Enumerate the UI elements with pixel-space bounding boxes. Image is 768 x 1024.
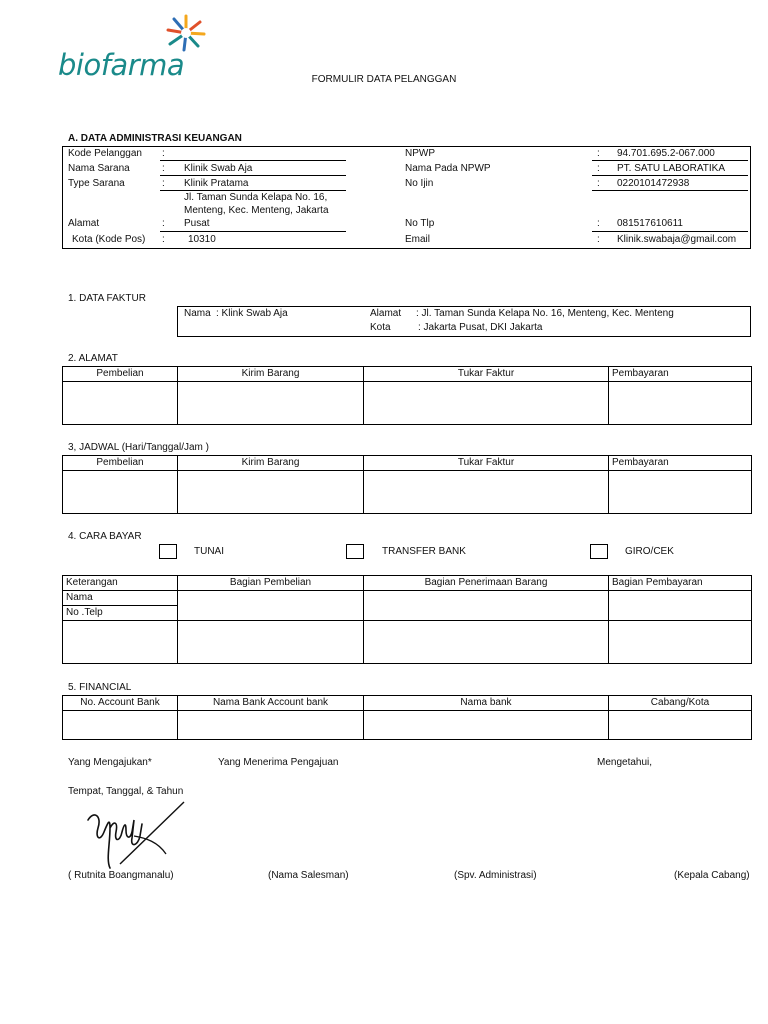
input-cell[interactable] [178, 471, 364, 514]
column-header: Keterangan [63, 576, 178, 591]
section-1-heading: 1. DATA FAKTUR [68, 293, 146, 304]
column-header: Tukar Faktur [364, 367, 609, 382]
nama-sarana-value: Klinik Swab Aja [184, 163, 253, 174]
alamat-line-3: Pusat [184, 218, 210, 229]
separator: : [597, 234, 600, 245]
faktur-alamat-label: Alamat [370, 308, 402, 319]
column-header: Pembayaran [609, 367, 752, 382]
tunai-checkbox[interactable] [159, 544, 177, 559]
transfer-bank-checkbox[interactable] [346, 544, 364, 559]
kota-value: 10310 [188, 234, 216, 245]
underline [592, 231, 748, 232]
email-value: Klinik.swabaja@gmail.com [617, 234, 737, 245]
handwritten-signature [80, 798, 190, 870]
nama-npwp-value: PT. SATU LABORATIKA [617, 163, 725, 174]
section-5-heading: 5. FINANCIAL [68, 682, 132, 693]
input-cell[interactable] [63, 621, 178, 664]
no-tlp-value: 081517610611 [617, 218, 683, 229]
underline [592, 160, 748, 161]
input-cell[interactable] [609, 382, 752, 425]
input-cell[interactable] [609, 711, 752, 740]
npwp-value: 94.701.695.2-067.000 [617, 148, 715, 159]
input-cell[interactable] [178, 382, 364, 425]
alamat-line-2: Menteng, Kec. Menteng, Jakarta [184, 205, 329, 216]
cara-bayar-table [62, 575, 752, 664]
financial-table [62, 695, 752, 740]
input-cell[interactable] [178, 711, 364, 740]
input-cell[interactable] [364, 711, 609, 740]
input-cell[interactable] [609, 621, 752, 664]
separator: : [597, 163, 600, 174]
signer-name-submitter: ( Rutnita Boangmanalu) [68, 870, 174, 881]
type-sarana-label: Type Sarana [68, 178, 125, 189]
row-label: Nama [63, 591, 178, 606]
receiver-label: Yang Menerima Pengajuan [218, 757, 339, 768]
table-header-row [63, 367, 752, 382]
npwp-label: NPWP [405, 148, 435, 159]
type-sarana-value: Klinik Pratama [184, 178, 249, 189]
underline [592, 175, 748, 176]
column-header: Bagian Pembelian [178, 576, 364, 591]
column-header: Kirim Barang [178, 456, 364, 471]
table-row [63, 621, 752, 664]
input-cell[interactable] [364, 382, 609, 425]
underline [160, 175, 346, 176]
column-header: Cabang/Kota [609, 696, 752, 711]
column-header: Pembelian [63, 456, 178, 471]
faktur-alamat-value: : Jl. Taman Sunda Kelapa No. 16, Menteng, Kec. Menteng [416, 308, 674, 319]
column-header: Tukar Faktur [364, 456, 609, 471]
input-cell[interactable] [364, 471, 609, 514]
table-row [63, 711, 752, 740]
section-3-heading: 3, JADWAL (Hari/Tanggal/Jam ) [68, 442, 209, 453]
faktur-nama-value: : Klink Swab Aja [216, 308, 288, 319]
jadwal-table [62, 455, 752, 514]
column-header: No. Account Bank [63, 696, 178, 711]
form-title: FORMULIR DATA PELANGGAN [311, 74, 457, 85]
row-label: No .Telp [63, 606, 178, 621]
signer-name-spv: (Spv. Administrasi) [454, 870, 537, 881]
underline [160, 231, 346, 232]
column-header: Bagian Penerimaan Barang [364, 576, 609, 591]
signer-name-salesman: (Nama Salesman) [268, 870, 349, 881]
acknowledged-label: Mengetahui, [597, 757, 653, 768]
section-2-heading: 2. ALAMAT [68, 353, 118, 364]
column-header: Pembelian [63, 367, 178, 382]
input-cell[interactable] [63, 382, 178, 425]
table-row [63, 471, 752, 514]
table-row [63, 591, 752, 606]
table-row [63, 382, 752, 425]
separator: : [597, 178, 600, 189]
input-cell[interactable] [63, 711, 178, 740]
faktur-kota-value: : Jakarta Pusat, DKI Jakarta [418, 322, 543, 333]
giro-cek-label: GIRO/CEK [625, 546, 674, 557]
separator: : [162, 234, 165, 245]
separator: : [162, 163, 165, 174]
separator: : [162, 148, 165, 159]
input-cell[interactable] [178, 621, 364, 664]
transfer-bank-label: TRANSFER BANK [382, 546, 466, 557]
column-header: Kirim Barang [178, 367, 364, 382]
kota-label: Kota (Kode Pos) [72, 234, 146, 245]
underline [592, 190, 748, 191]
email-label: Email [405, 234, 431, 245]
alamat-table [62, 366, 752, 425]
biofarma-logo [58, 12, 208, 82]
no-ijin-label: No Ijin [405, 178, 434, 189]
faktur-kota-label: Kota [370, 322, 391, 333]
input-cell[interactable] [609, 471, 752, 514]
section-4-heading: 4. CARA BAYAR [68, 531, 142, 542]
table-header-row [63, 576, 752, 591]
alamat-line-1: Jl. Taman Sunda Kelapa No. 16, [184, 192, 328, 203]
separator: : [597, 148, 600, 159]
signer-name-kepala-cabang: (Kepala Cabang) [674, 870, 750, 881]
separator: : [162, 218, 165, 229]
input-cell[interactable] [364, 591, 609, 621]
faktur-nama-label: Nama [184, 308, 211, 319]
separator: : [597, 218, 600, 229]
column-header: Nama bank [364, 696, 609, 711]
alamat-label: Alamat [68, 218, 100, 229]
column-header: Bagian Pembayaran [609, 576, 752, 591]
column-header: Pembayaran [609, 456, 752, 471]
submitter-label: Yang Mengajukan* [68, 757, 152, 768]
table-header-row [63, 456, 752, 471]
separator: : [162, 178, 165, 189]
place-date-label: Tempat, Tanggal, & Tahun [68, 786, 184, 797]
input-cell[interactable] [63, 471, 178, 514]
giro-cek-checkbox[interactable] [590, 544, 608, 559]
no-ijin-value: 0220101472938 [617, 178, 690, 189]
no-tlp-label: No Tlp [405, 218, 435, 229]
nama-sarana-label: Nama Sarana [68, 163, 130, 174]
tunai-label: TUNAI [194, 546, 224, 557]
kode-pelanggan-label: Kode Pelanggan [68, 148, 142, 159]
input-cell[interactable] [609, 591, 752, 621]
column-header: Nama Bank Account bank [178, 696, 364, 711]
input-cell[interactable] [364, 621, 609, 664]
logo-wordmark: biofarma [58, 48, 185, 82]
underline [160, 160, 346, 161]
table-header-row [63, 696, 752, 711]
input-cell[interactable] [178, 591, 364, 621]
section-a-heading: A. DATA ADMINISTRASI KEUANGAN [68, 133, 242, 144]
nama-npwp-label: Nama Pada NPWP [405, 163, 491, 174]
